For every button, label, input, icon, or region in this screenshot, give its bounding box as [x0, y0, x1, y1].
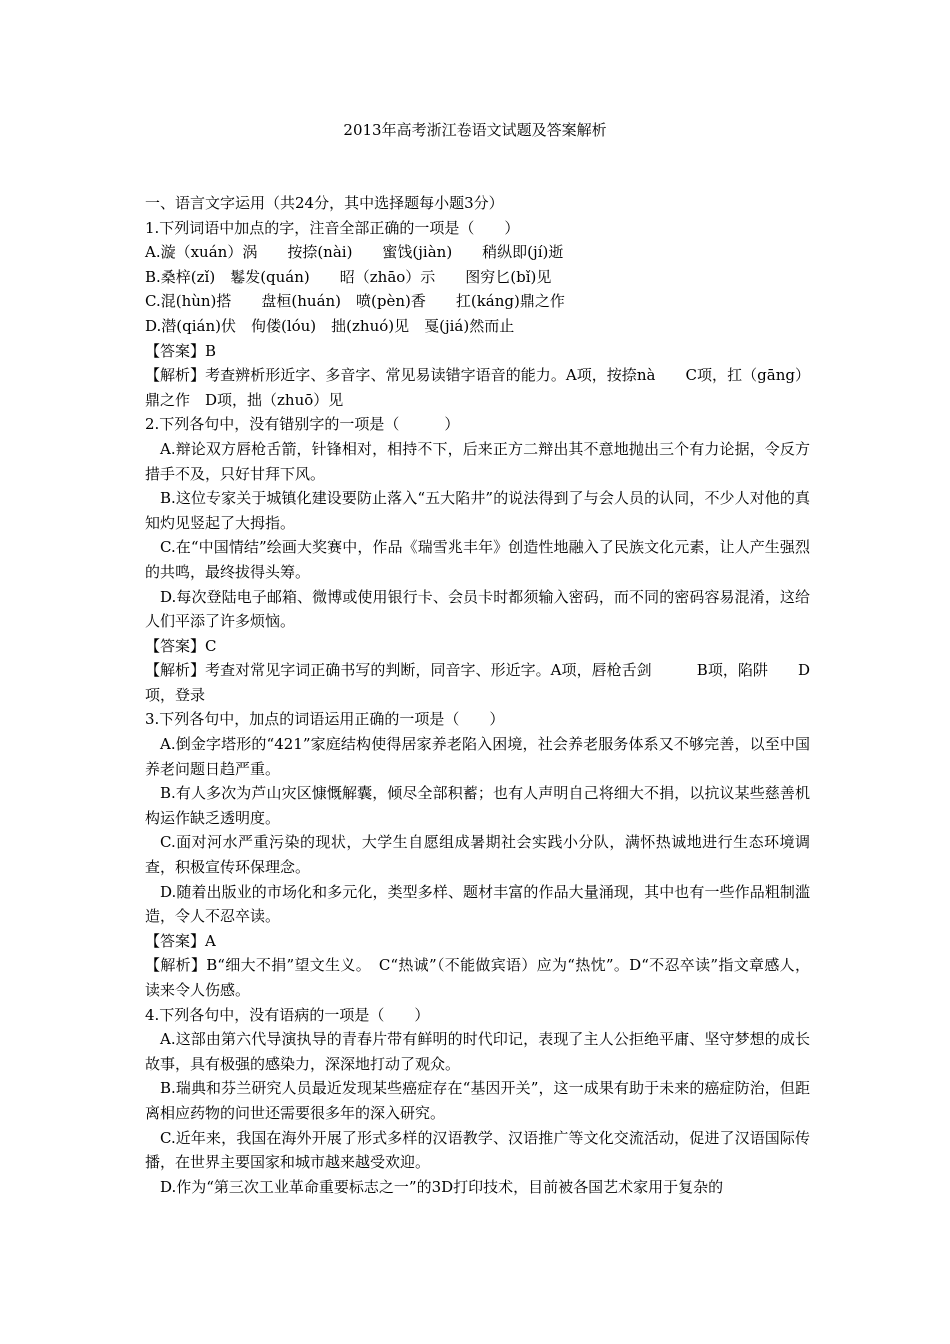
question-4-stem: 4.下列各句中，没有语病的一项是（ ） — [145, 1005, 430, 1024]
question-1-analysis: 【解析】考查辨析形近字、多音字、常见易读错字语音的能力。A项，按捺nà C项，扛（gāng）鼎之作 D项，拙（zhuō）见 — [145, 366, 810, 409]
document-body — [145, 191, 810, 1199]
question-1-option-a: A.漩（xuán）涡 按捺(nài) 蜜饯(jiàn) 稍纵即(jí)逝 — [145, 243, 564, 262]
question-2-option-b: B.这位专家关于城镇化建设要防止落入“五大陷井”的说法得到了与会人员的认同，不少人对他的真知灼见竖起了大拇指。 — [145, 489, 810, 532]
section-heading: 一、语言文字运用（共24分，其中选择题每小题3分） — [145, 194, 504, 212]
question-1-stem: 1.下列词语中加点的字，注音全部正确的一项是（ ） — [145, 218, 520, 237]
question-2-answer: 【答案】C — [145, 636, 217, 655]
question-3-option-b: B.有人多次为芦山灾区慷慨解囊，倾尽全部积蓄；也有人声明自己将细大不捐，以抗议某些慈善机构运作缺乏透明度。 — [145, 784, 810, 827]
question-2-stem: 2.下列各句中，没有错别字的一项是（ ） — [145, 415, 460, 434]
question-4-option-b: B.瑞典和芬兰研究人员最近发现某些癌症存在“基因开关”，这一成果有助于未来的癌症防治，但距离相应药物的问世还需要很多年的深入研究。 — [145, 1079, 810, 1122]
question-4-option-d: D.作为“第三次工业革命重要标志之一”的3D打印技术，目前被各国艺术家用于复杂的 — [160, 1177, 724, 1196]
question-1-option-b: B.桑梓(zǐ) 鬈发(quán) 昭（zhāo）示 图穷匕(bǐ)见 — [145, 267, 552, 286]
question-2-analysis: 【解析】考查对常见字词正确书写的判断，同音字、形近字。A项，唇枪舌剑 B项，陷阱 D项，登录 — [145, 661, 810, 704]
question-3-option-a: A.倒金字塔形的“421”家庭结构使得居家养老陷入困境，社会养老服务体系又不够完善，以至中国养老问题日趋严重。 — [145, 735, 810, 778]
question-3-answer: 【答案】A — [145, 931, 216, 950]
question-3-option-d: D.随着出版业的市场化和多元化，类型多样、题材丰富的作品大量涌现，其中也有一些作品粗制滥造，令人不忍卒读。 — [145, 882, 810, 926]
question-3-stem: 3.下列各句中，加点的词语运用正确的一项是（ ） — [145, 710, 505, 729]
question-1-option-d: D.潜(qián)伏 佝偻(lóu) 拙(zhuó)见 戛(jiá)然而止 — [145, 316, 515, 335]
question-1-option-c: C.混(hùn)搭 盘桓(huán) 喷(pèn)香 扛(káng)鼎之作 — [145, 292, 565, 311]
question-2-option-a: A.辩论双方唇枪舌箭，针锋相对，相持不下，后来正方二辩出其不意地抛出三个有力论据，令反方措手不及，只好甘拜下风。 — [145, 439, 810, 483]
question-1-answer: 【答案】B — [145, 341, 217, 360]
question-4-option-a: A.这部由第六代导演执导的青春片带有鲜明的时代印记，表现了主人公拒绝平庸、坚守梦想的成长故事，具有极强的感染力，深深地打动了观众。 — [145, 1030, 810, 1073]
question-2-option-d: D.每次登陆电子邮箱、微博或使用银行卡、会员卡时都须输入密码，而不同的密码容易混淆，这给人们平添了许多烦恼。 — [145, 587, 810, 631]
question-2-option-c: C.在“中国情结”绘画大奖赛中，作品《瑞雪兆丰年》创造性地融入了民族文化元素，让人产生强烈的共鸣，最终拔得头筹。 — [145, 538, 810, 581]
document-title: 2013年高考浙江卷语文试题及答案解析 — [343, 121, 607, 139]
question-3-option-c: C.面对河水严重污染的现状，大学生自愿组成暑期社会实践小分队，满怀热诚地进行生态环境调查，积极宣传环保理念。 — [145, 833, 810, 877]
question-4-option-c: C.近年来，我国在海外开展了形式多样的汉语教学、汉语推广等文化交流活动，促进了汉语国际传播，在世界主要国家和城市越来越受欢迎。 — [145, 1128, 810, 1172]
question-3-analysis: 【解析】B“细大不捐”望文生义。 C“热诚”（不能做宾语）应为“热忱”。D“不忍卒读”指文章感人，读来令人伤感。 — [145, 956, 810, 999]
